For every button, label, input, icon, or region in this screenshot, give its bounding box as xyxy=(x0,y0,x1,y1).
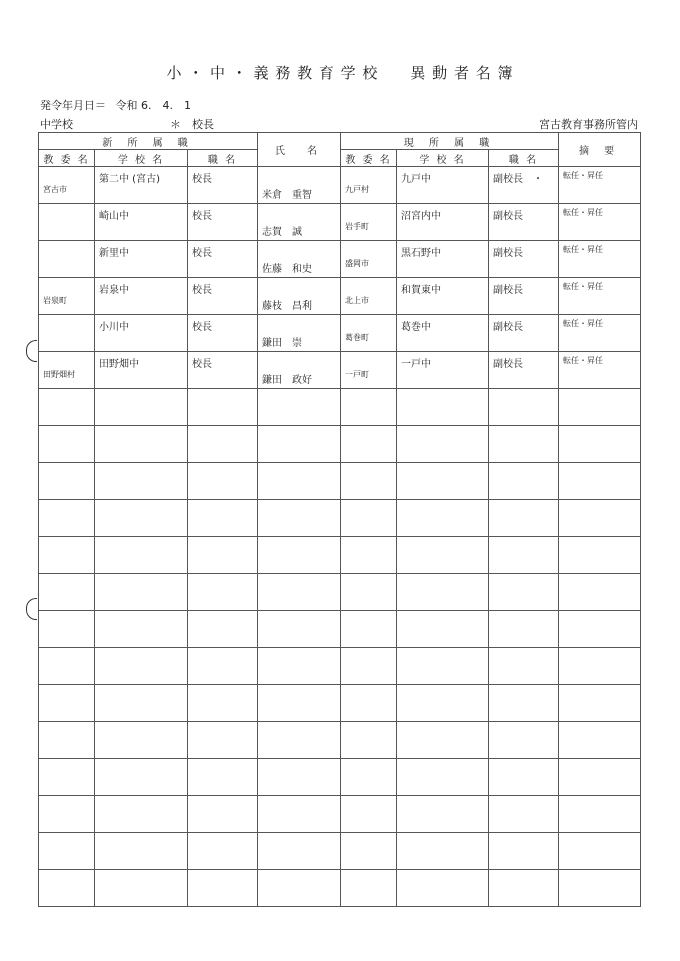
table-cell xyxy=(95,167,188,204)
table-cell xyxy=(258,278,341,315)
table-cell xyxy=(341,611,397,648)
table-cell xyxy=(489,500,559,537)
table-cell xyxy=(95,500,188,537)
table-cell xyxy=(95,685,188,722)
table-cell xyxy=(188,722,258,759)
table-cell xyxy=(258,463,341,500)
table-cell xyxy=(39,759,95,796)
document-title: 小 ・ 中 ・ 義 務 教 育 学 校 異 動 者 名 簿 xyxy=(166,64,514,82)
position-label: ＊ 校長 xyxy=(170,118,214,131)
table-cell xyxy=(559,537,641,574)
table-cell xyxy=(559,796,641,833)
transfer-table xyxy=(38,132,641,907)
table-cell xyxy=(188,315,258,352)
table-cell xyxy=(258,648,341,685)
table-cell xyxy=(341,722,397,759)
table-cell xyxy=(397,204,489,241)
table-cell xyxy=(489,204,559,241)
table-cell xyxy=(341,204,397,241)
cell-cur-board: 岩手町 xyxy=(345,222,370,231)
table-cell xyxy=(39,167,95,204)
table-cell xyxy=(341,426,397,463)
table-row xyxy=(39,648,641,685)
cell-name: 藤枝 昌利 xyxy=(262,301,313,312)
cell-cur-school: 九戸中 xyxy=(401,174,432,185)
table-cell xyxy=(489,241,559,278)
table-cell xyxy=(258,241,341,278)
table-cell xyxy=(95,796,188,833)
table-cell xyxy=(397,463,489,500)
table-cell xyxy=(188,759,258,796)
table-row xyxy=(39,204,641,241)
cell-cur-job: 副校長 ・ xyxy=(493,174,544,185)
table-cell xyxy=(95,352,188,389)
table-cell xyxy=(258,500,341,537)
table-cell xyxy=(39,315,95,352)
cell-new-job: 校長 xyxy=(192,285,212,296)
table-cell xyxy=(341,389,397,426)
cell-remarks: 転任・昇任 xyxy=(563,356,604,365)
table-cell xyxy=(39,204,95,241)
table-cell xyxy=(559,204,641,241)
table-cell xyxy=(188,611,258,648)
table-cell xyxy=(341,796,397,833)
table-cell xyxy=(258,870,341,907)
cell-new-school: 第二中 (宮古) xyxy=(99,174,160,185)
cell-cur-school: 葛巻中 xyxy=(401,322,432,333)
cell-new-school: 崎山中 xyxy=(99,211,129,222)
cell-new-school: 田野畑中 xyxy=(99,359,139,370)
table-cell xyxy=(489,722,559,759)
table-cell xyxy=(559,278,641,315)
table-cell xyxy=(39,648,95,685)
table-cell xyxy=(188,241,258,278)
table-row xyxy=(39,537,641,574)
table-cell xyxy=(397,870,489,907)
header-name: 氏 名 xyxy=(258,133,341,167)
table-cell xyxy=(489,389,559,426)
table-cell xyxy=(559,574,641,611)
table-cell xyxy=(95,389,188,426)
table-cell xyxy=(258,833,341,870)
table-cell xyxy=(489,278,559,315)
table-row xyxy=(39,574,641,611)
cell-new-school: 新里中 xyxy=(99,248,129,259)
table-row xyxy=(39,278,641,315)
cell-cur-job: 副校長 xyxy=(493,211,524,222)
table-cell xyxy=(95,537,188,574)
table-cell xyxy=(39,389,95,426)
cell-new-job: 校長 xyxy=(192,211,212,222)
table-cell xyxy=(341,574,397,611)
table-cell xyxy=(559,833,641,870)
table-cell xyxy=(559,685,641,722)
table-row xyxy=(39,833,641,870)
cell-new-job: 校長 xyxy=(192,322,212,333)
cell-cur-board: 盛岡市 xyxy=(345,259,370,268)
table-cell xyxy=(559,463,641,500)
table-row xyxy=(39,796,641,833)
table-cell xyxy=(188,648,258,685)
table-row xyxy=(39,685,641,722)
table-cell xyxy=(341,352,397,389)
cell-cur-board: 葛巻町 xyxy=(345,333,370,342)
cell-new-board: 岩泉町 xyxy=(43,296,67,305)
issue-date xyxy=(40,97,191,113)
table-cell xyxy=(188,796,258,833)
table-cell xyxy=(559,426,641,463)
table-cell xyxy=(188,167,258,204)
table-cell xyxy=(341,870,397,907)
table-cell xyxy=(39,611,95,648)
table-cell xyxy=(188,389,258,426)
table-cell xyxy=(39,241,95,278)
table-cell xyxy=(397,722,489,759)
table-row xyxy=(39,611,641,648)
table-cell xyxy=(188,685,258,722)
table-cell xyxy=(95,722,188,759)
table-cell xyxy=(489,463,559,500)
table-cell xyxy=(39,426,95,463)
table-cell xyxy=(39,278,95,315)
table-cell xyxy=(188,833,258,870)
cell-new-job: 校長 xyxy=(192,248,212,259)
table-cell xyxy=(258,167,341,204)
table-cell xyxy=(397,352,489,389)
cell-cur-school: 一戸中 xyxy=(401,359,432,370)
table-cell xyxy=(559,389,641,426)
table-cell xyxy=(341,463,397,500)
cell-remarks: 転任・昇任 xyxy=(563,208,604,217)
table-row xyxy=(39,167,641,204)
table-cell xyxy=(341,167,397,204)
table-cell xyxy=(397,574,489,611)
table-cell xyxy=(188,870,258,907)
cell-new-school: 岩泉中 xyxy=(99,285,129,296)
table-cell xyxy=(489,537,559,574)
table-cell xyxy=(559,500,641,537)
table-cell xyxy=(39,537,95,574)
cell-cur-job: 副校長 xyxy=(493,322,524,333)
cell-cur-job: 副校長 xyxy=(493,248,524,259)
table-cell xyxy=(341,278,397,315)
table-cell xyxy=(95,648,188,685)
table-cell xyxy=(95,870,188,907)
table-cell xyxy=(397,278,489,315)
table-cell xyxy=(559,648,641,685)
table-cell xyxy=(95,611,188,648)
table-cell xyxy=(95,204,188,241)
cell-name: 米倉 重智 xyxy=(262,190,313,201)
table-cell xyxy=(397,759,489,796)
table-cell xyxy=(397,685,489,722)
table-cell xyxy=(341,685,397,722)
cell-new-job: 校長 xyxy=(192,174,212,185)
table-cell xyxy=(258,722,341,759)
table-cell xyxy=(39,722,95,759)
cell-remarks: 転任・昇任 xyxy=(563,282,604,291)
table-cell xyxy=(95,574,188,611)
office-label: 宮古教育事務所管内 xyxy=(539,118,638,131)
school-level: 中学校 xyxy=(40,118,73,131)
table-cell xyxy=(489,648,559,685)
table-cell xyxy=(95,759,188,796)
header-remarks: 摘 要 xyxy=(559,133,641,167)
table-cell xyxy=(397,537,489,574)
table-row xyxy=(39,315,641,352)
table-row xyxy=(39,463,641,500)
table-cell xyxy=(489,426,559,463)
header-current-affiliation: 現 所 属 職 xyxy=(341,133,559,150)
table-cell xyxy=(559,352,641,389)
table-cell xyxy=(188,500,258,537)
table-cell xyxy=(188,352,258,389)
cell-cur-board: 一戸町 xyxy=(345,370,370,379)
table-cell xyxy=(559,870,641,907)
table-cell xyxy=(397,389,489,426)
table-cell xyxy=(39,833,95,870)
table-cell xyxy=(489,352,559,389)
table-cell xyxy=(39,463,95,500)
table-cell xyxy=(95,241,188,278)
cell-cur-school: 黒石野中 xyxy=(401,248,442,259)
table-cell xyxy=(258,796,341,833)
table-cell xyxy=(188,463,258,500)
table-cell xyxy=(559,315,641,352)
table-cell xyxy=(188,574,258,611)
table-cell xyxy=(258,537,341,574)
issue-date-value: 令和 6. 4. 1 xyxy=(115,99,191,112)
table-row xyxy=(39,352,641,389)
table-cell xyxy=(258,352,341,389)
table-cell xyxy=(397,241,489,278)
cell-name: 佐藤 和史 xyxy=(262,264,313,275)
table-cell xyxy=(489,870,559,907)
table-cell xyxy=(397,315,489,352)
table-cell xyxy=(559,167,641,204)
table-cell xyxy=(489,167,559,204)
cell-new-job: 校長 xyxy=(192,359,212,370)
table-cell xyxy=(95,463,188,500)
table-cell xyxy=(489,574,559,611)
table-cell xyxy=(397,167,489,204)
table-cell xyxy=(258,685,341,722)
table-cell xyxy=(39,352,95,389)
header-job: 職 名 xyxy=(489,150,559,167)
cell-remarks: 転任・昇任 xyxy=(563,319,604,328)
table-cell xyxy=(397,500,489,537)
table-cell xyxy=(397,611,489,648)
table-cell xyxy=(95,315,188,352)
table-cell xyxy=(397,426,489,463)
table-cell xyxy=(258,204,341,241)
cell-cur-board: 九戸村 xyxy=(345,185,370,194)
cell-new-board: 宮古市 xyxy=(43,185,67,194)
header-job: 職 名 xyxy=(188,150,258,167)
cell-new-school: 小川中 xyxy=(99,322,129,333)
table-cell xyxy=(489,315,559,352)
cell-cur-job: 副校長 xyxy=(493,285,524,296)
table-cell xyxy=(95,426,188,463)
table-cell xyxy=(258,426,341,463)
table-cell xyxy=(39,870,95,907)
table-row xyxy=(39,426,641,463)
table-cell xyxy=(397,648,489,685)
table-row xyxy=(39,870,641,907)
issue-date-label: 発令年月日＝ xyxy=(40,99,106,112)
table-cell xyxy=(559,759,641,796)
table-cell xyxy=(188,537,258,574)
table-cell xyxy=(341,500,397,537)
cell-cur-school: 沼宮内中 xyxy=(401,211,442,222)
table-row xyxy=(39,722,641,759)
table-cell xyxy=(188,204,258,241)
cell-cur-school: 和賀東中 xyxy=(401,285,442,296)
table-cell xyxy=(341,759,397,796)
table-cell xyxy=(341,241,397,278)
table-cell xyxy=(489,833,559,870)
table-cell xyxy=(559,611,641,648)
table-row xyxy=(39,500,641,537)
table-cell xyxy=(489,796,559,833)
table-cell xyxy=(341,537,397,574)
table-cell xyxy=(559,241,641,278)
table-cell xyxy=(258,611,341,648)
cell-name: 志賀 誠 xyxy=(262,227,303,238)
table-cell xyxy=(188,278,258,315)
table-cell xyxy=(341,315,397,352)
header-school: 学 校 名 xyxy=(397,150,489,167)
cell-new-board: 田野畑村 xyxy=(43,370,75,379)
cell-name: 鎌田 崇 xyxy=(262,338,303,349)
header-new-affiliation: 新 所 属 職 xyxy=(39,133,258,150)
cell-name: 鎌田 政好 xyxy=(262,375,313,386)
punch-hole-mark xyxy=(26,598,37,620)
table-cell xyxy=(341,833,397,870)
table-row xyxy=(39,241,641,278)
table-cell xyxy=(258,574,341,611)
table-cell xyxy=(258,315,341,352)
table-cell xyxy=(489,611,559,648)
punch-hole-mark xyxy=(26,340,37,362)
cell-cur-board: 北上市 xyxy=(345,296,370,305)
table-cell xyxy=(397,796,489,833)
table-row xyxy=(39,759,641,796)
header-board: 教 委 名 xyxy=(341,150,397,167)
table-cell xyxy=(39,796,95,833)
cell-cur-job: 副校長 xyxy=(493,359,524,370)
table-cell xyxy=(489,759,559,796)
cell-remarks: 転任・昇任 xyxy=(563,171,604,180)
table-cell xyxy=(188,426,258,463)
cell-remarks: 転任・昇任 xyxy=(563,245,604,254)
table-cell xyxy=(39,685,95,722)
header-school: 学 校 名 xyxy=(95,150,188,167)
table-cell xyxy=(95,833,188,870)
table-cell xyxy=(489,685,559,722)
table-cell xyxy=(95,278,188,315)
header-board: 教 委 名 xyxy=(39,150,95,167)
table-row xyxy=(39,389,641,426)
table-cell xyxy=(341,648,397,685)
table-cell xyxy=(258,389,341,426)
table-cell xyxy=(559,722,641,759)
table-cell xyxy=(258,759,341,796)
table-cell xyxy=(39,574,95,611)
table-cell xyxy=(397,833,489,870)
table-cell xyxy=(39,500,95,537)
